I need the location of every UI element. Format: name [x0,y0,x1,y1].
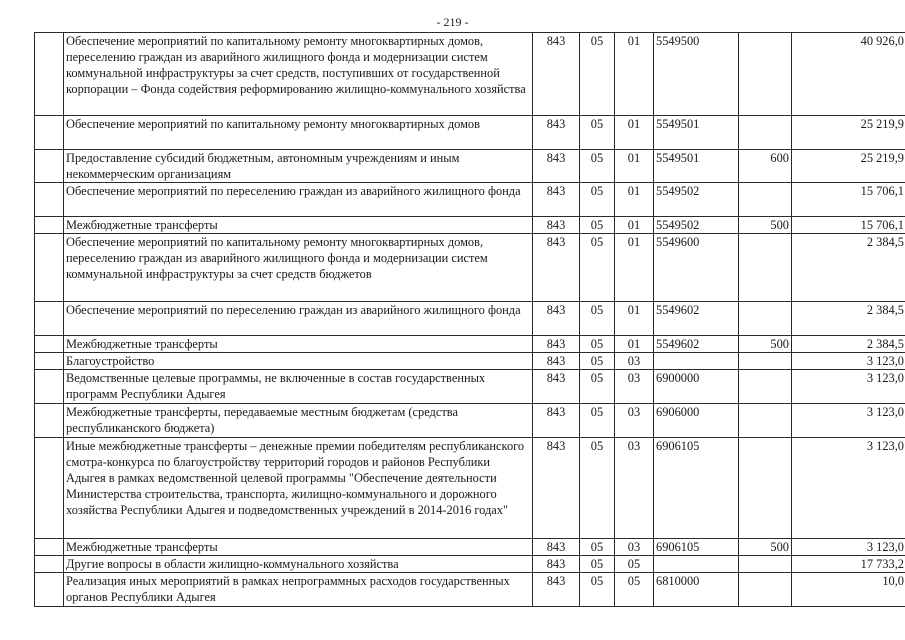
row-number-cell [35,234,64,302]
amount-cell: 3 123,0 [792,404,905,438]
subsection-code-cell: 01 [615,183,654,217]
section-code-cell: 05 [580,353,615,370]
table-row [35,217,905,234]
amount-cell: 17 733,2 [792,556,905,573]
expense-type-cell [739,438,792,539]
amount-cell: 2 384,5 [792,302,905,336]
amount-cell: 3 123,0 [792,370,905,404]
section-code-cell: 05 [580,150,615,183]
target-article-cell [654,556,739,573]
item-name-cell: Межбюджетные трансферты, передаваемые местным бюджетам (средства республиканского бюджета) [64,404,533,438]
item-name-cell: Межбюджетные трансферты [64,217,533,234]
expense-type-cell [739,353,792,370]
item-name-cell: Обеспечение мероприятий по переселению граждан из аварийного жилищного фонда [64,302,533,336]
subsection-code-cell: 01 [615,116,654,150]
expense-type-cell [739,302,792,336]
target-article-cell: 5549602 [654,336,739,353]
ministry-code-cell: 843 [533,353,580,370]
ministry-code-cell: 843 [533,370,580,404]
amount-cell: 40 926,0 [792,33,905,116]
section-code-cell: 05 [580,33,615,116]
section-code-cell: 05 [580,336,615,353]
subsection-code-cell: 01 [615,217,654,234]
amount-cell: 2 384,5 [792,234,905,302]
section-code-cell: 05 [580,183,615,217]
ministry-code-cell: 843 [533,539,580,556]
table-row [35,116,905,150]
row-number-cell [35,404,64,438]
amount-cell: 15 706,1 [792,217,905,234]
target-article-cell: 6900000 [654,370,739,404]
amount-cell: 2 384,5 [792,336,905,353]
target-article-cell: 6906105 [654,438,739,539]
ministry-code-cell: 843 [533,183,580,217]
target-article-cell: 6810000 [654,573,739,607]
row-number-cell [35,573,64,607]
table-row [35,370,905,404]
section-code-cell: 05 [580,573,615,607]
budget-table [34,32,905,607]
budget-table-body [35,33,905,607]
expense-type-cell [739,234,792,302]
row-number-cell [35,183,64,217]
row-number-cell [35,33,64,116]
item-name-cell: Обеспечение мероприятий по капитальному ремонту многоквартирных домов, переселению граждан из аварийного жилищного фонда и модернизации систем коммунальной инфраструктуры за счет средств, поступивших от государственной корпорации – Фонда содействия реформированию жилищно-коммунального хозяйства [64,33,533,116]
ministry-code-cell: 843 [533,116,580,150]
subsection-code-cell: 03 [615,404,654,438]
section-code-cell: 05 [580,234,615,302]
expense-type-cell: 500 [739,336,792,353]
amount-cell: 3 123,0 [792,539,905,556]
section-code-cell: 05 [580,556,615,573]
subsection-code-cell: 01 [615,336,654,353]
expense-type-cell [739,404,792,438]
ministry-code-cell: 843 [533,438,580,539]
subsection-code-cell: 01 [615,150,654,183]
target-article-cell: 6906105 [654,539,739,556]
subsection-code-cell: 03 [615,353,654,370]
subsection-code-cell: 05 [615,556,654,573]
item-name-cell: Реализация иных мероприятий в рамках непрограммных расходов государственных органов Республики Адыгея [64,573,533,607]
item-name-cell: Ведомственные целевые программы, не включенные в состав государственных программ Республики Адыгея [64,370,533,404]
row-number-cell [35,302,64,336]
table-row [35,302,905,336]
expense-type-cell [739,370,792,404]
target-article-cell: 5549602 [654,302,739,336]
expense-type-cell [739,183,792,217]
ministry-code-cell: 843 [533,234,580,302]
amount-cell: 10,0 [792,573,905,607]
amount-cell: 3 123,0 [792,438,905,539]
table-row [35,150,905,183]
ministry-code-cell: 843 [533,556,580,573]
section-code-cell: 05 [580,217,615,234]
subsection-code-cell: 01 [615,302,654,336]
page-number: - 219 - [436,15,469,29]
table-row [35,573,905,607]
table-row [35,336,905,353]
item-name-cell: Другие вопросы в области жилищно-коммунального хозяйства [64,556,533,573]
table-row [35,556,905,573]
section-code-cell: 05 [580,404,615,438]
table-row [35,539,905,556]
expense-type-cell: 500 [739,539,792,556]
row-number-cell [35,556,64,573]
target-article-cell: 5549501 [654,116,739,150]
section-code-cell: 05 [580,438,615,539]
section-code-cell: 05 [580,116,615,150]
ministry-code-cell: 843 [533,336,580,353]
target-article-cell: 5549502 [654,217,739,234]
ministry-code-cell: 843 [533,573,580,607]
target-article-cell [654,353,739,370]
row-number-cell [35,217,64,234]
ministry-code-cell: 843 [533,150,580,183]
row-number-cell [35,438,64,539]
section-code-cell: 05 [580,302,615,336]
row-number-cell [35,150,64,183]
row-number-cell [35,539,64,556]
item-name-cell: Обеспечение мероприятий по переселению граждан из аварийного жилищного фонда [64,183,533,217]
item-name-cell: Обеспечение мероприятий по капитальному ремонту многоквартирных домов, переселению граждан из аварийного жилищного фонда и модернизации систем коммунальной инфраструктуры за счет средств бюджетов [64,234,533,302]
target-article-cell: 6906000 [654,404,739,438]
table-row [35,438,905,539]
row-number-cell [35,336,64,353]
row-number-cell [35,353,64,370]
subsection-code-cell: 01 [615,33,654,116]
item-name-cell: Межбюджетные трансферты [64,539,533,556]
expense-type-cell [739,556,792,573]
ministry-code-cell: 843 [533,302,580,336]
ministry-code-cell: 843 [533,33,580,116]
item-name-cell: Обеспечение мероприятий по капитальному ремонту многоквартирных домов [64,116,533,150]
row-number-cell [35,370,64,404]
section-code-cell: 05 [580,370,615,404]
item-name-cell: Благоустройство [64,353,533,370]
target-article-cell: 5549501 [654,150,739,183]
subsection-code-cell: 03 [615,370,654,404]
amount-cell: 3 123,0 [792,353,905,370]
subsection-code-cell: 03 [615,438,654,539]
target-article-cell: 5549500 [654,33,739,116]
subsection-code-cell: 01 [615,234,654,302]
item-name-cell: Иные межбюджетные трансферты – денежные премии победителям республиканского смотра-конкурса по благоустройству территорий городов и районов Республики Адыгея в рамках ведомственной целевой программы "Обеспечение деятельности Министерства строительства, транспорта, жилищно-коммунального и дорожного хозяйства Республики Адыгея и подведомственных учреждений в 2014-2016 годах" [64,438,533,539]
item-name-cell: Предоставление субсидий бюджетным, автономным учреждениям и иным некоммерческим организациям [64,150,533,183]
expense-type-cell [739,33,792,116]
item-name-cell: Межбюджетные трансферты [64,336,533,353]
amount-cell: 25 219,9 [792,150,905,183]
table-row [35,234,905,302]
table-row [35,404,905,438]
expense-type-cell [739,573,792,607]
ministry-code-cell: 843 [533,404,580,438]
amount-cell: 25 219,9 [792,116,905,150]
table-row [35,183,905,217]
subsection-code-cell: 03 [615,539,654,556]
subsection-code-cell: 05 [615,573,654,607]
expense-type-cell: 600 [739,150,792,183]
row-number-cell [35,116,64,150]
expense-type-cell [739,116,792,150]
target-article-cell: 5549502 [654,183,739,217]
table-row [35,33,905,116]
expense-type-cell: 500 [739,217,792,234]
target-article-cell: 5549600 [654,234,739,302]
amount-cell: 15 706,1 [792,183,905,217]
ministry-code-cell: 843 [533,217,580,234]
table-row [35,353,905,370]
section-code-cell: 05 [580,539,615,556]
